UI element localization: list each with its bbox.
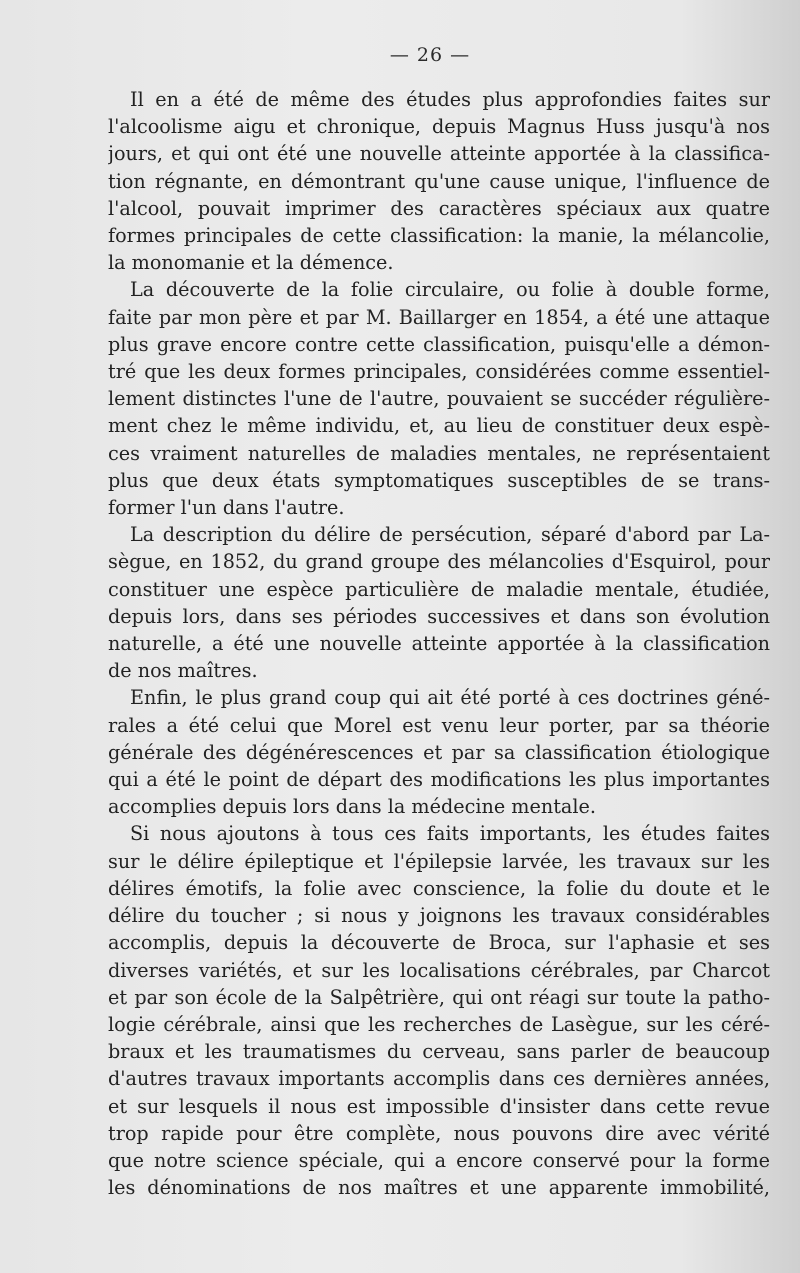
- text-line: La description du délire de persécution, séparé d'abord par La-: [130, 523, 770, 547]
- text-line: La découverte de la folie circulaire, ou folie à double forme,: [130, 278, 770, 302]
- text-line: Il en a été de même des études plus approfondies faites sur: [130, 88, 770, 111]
- text-line: la monomanie et la démence.: [108, 251, 394, 275]
- text-line: braux et les traumatismes du cerveau, sans parler de beaucoup: [108, 1040, 770, 1064]
- text-line: diverses variétés, et sur les localisations cérébrales, par Charcot: [108, 958, 770, 982]
- paragraph: [108, 521, 770, 684]
- text-line: ment chez le même individu, et, au lieu de constituer deux espè-: [108, 414, 770, 438]
- text-line: lement distinctes l'une de l'autre, pouvaient se succéder régulière-: [108, 387, 770, 411]
- text-line: Enfin, le plus grand coup qui ait été porté à ces doctrines géné-: [130, 686, 770, 710]
- text-line: générale des dégénérescences et par sa classification étiologique: [108, 740, 770, 764]
- text-line: les dénominations de nos maîtres et une apparente immobilité,: [108, 1176, 770, 1200]
- text-line: trop rapide pour être complète, nous pouvons dire avec vérité: [108, 1121, 770, 1145]
- paragraph: [108, 684, 770, 820]
- text-line: tré que les deux formes principales, considérées comme essentiel-: [108, 360, 770, 384]
- text-line: sègue, en 1852, du grand groupe des mélancolies d'Esquirol, pour: [108, 550, 770, 574]
- text-line: accomplis, depuis la découverte de Broca, sur l'aphasie et ses: [108, 931, 770, 955]
- text-line: jours, et qui ont été une nouvelle atteinte apportée à la classifica-: [108, 142, 770, 166]
- body-text: [108, 86, 770, 1201]
- text-line: accomplies depuis lors dans la médecine mentale.: [108, 795, 596, 819]
- text-line: de nos maîtres.: [108, 659, 258, 683]
- text-line: naturelle, a été une nouvelle atteinte apportée à la classification: [108, 632, 770, 656]
- text-line: qui a été le point de départ des modifications les plus importantes: [108, 768, 770, 792]
- paragraph: [108, 86, 770, 276]
- page-number: — 26 —: [389, 44, 471, 66]
- text-line: depuis lors, dans ses périodes successives et dans son évolution: [108, 604, 770, 628]
- text-line: l'alcool, pouvait imprimer des caractères spéciaux aux quatre: [108, 196, 770, 220]
- text-line: tion régnante, en démontrant qu'une cause unique, l'influence de: [108, 169, 770, 193]
- text-line: Si nous ajoutons à tous ces faits importants, les études faites: [130, 822, 770, 846]
- text-line: rales a été celui que Morel est venu leur porter, par sa théorie: [108, 713, 770, 737]
- text-line: logie cérébrale, ainsi que les recherches de Lasègue, sur les céré-: [108, 1012, 770, 1036]
- text-line: plus grave encore contre cette classification, puisqu'elle a démon-: [108, 332, 770, 356]
- text-line: que notre science spéciale, qui a encore conservé pour la forme: [108, 1148, 770, 1172]
- text-line: sur le délire épileptique et l'épilepsie larvée, les travaux sur les: [108, 849, 770, 873]
- text-line: délire du toucher ; si nous y joignons les travaux considérables: [108, 904, 770, 928]
- text-line: faite par mon père et par M. Baillarger en 1854, a été une attaque: [108, 305, 770, 329]
- text-line: l'alcoolisme aigu et chronique, depuis Magnus Huss jusqu'à nos: [108, 115, 770, 139]
- text-line: ces vraiment naturelles de maladies mentales, ne représentaient: [108, 441, 770, 465]
- text-line: constituer une espèce particulière de maladie mentale, étudiée,: [108, 577, 770, 601]
- text-line: former l'un dans l'autre.: [108, 496, 345, 520]
- text-line: délires émotifs, la folie avec conscience, la folie du doute et le: [108, 876, 770, 900]
- paragraph: [108, 276, 770, 521]
- text-line: plus que deux états symptomatiques susceptibles de se trans-: [108, 468, 770, 492]
- text-line: et par son école de la Salpêtrière, qui ont réagi sur toute la patho-: [108, 985, 770, 1009]
- text-line: d'autres travaux importants accomplis dans ces dernières années,: [108, 1067, 770, 1091]
- paragraph: [108, 820, 770, 1201]
- text-line: formes principales de cette classification: la manie, la mélancolie,: [108, 224, 770, 248]
- text-line: et sur lesquels il nous est impossible d'insister dans cette revue: [108, 1094, 770, 1118]
